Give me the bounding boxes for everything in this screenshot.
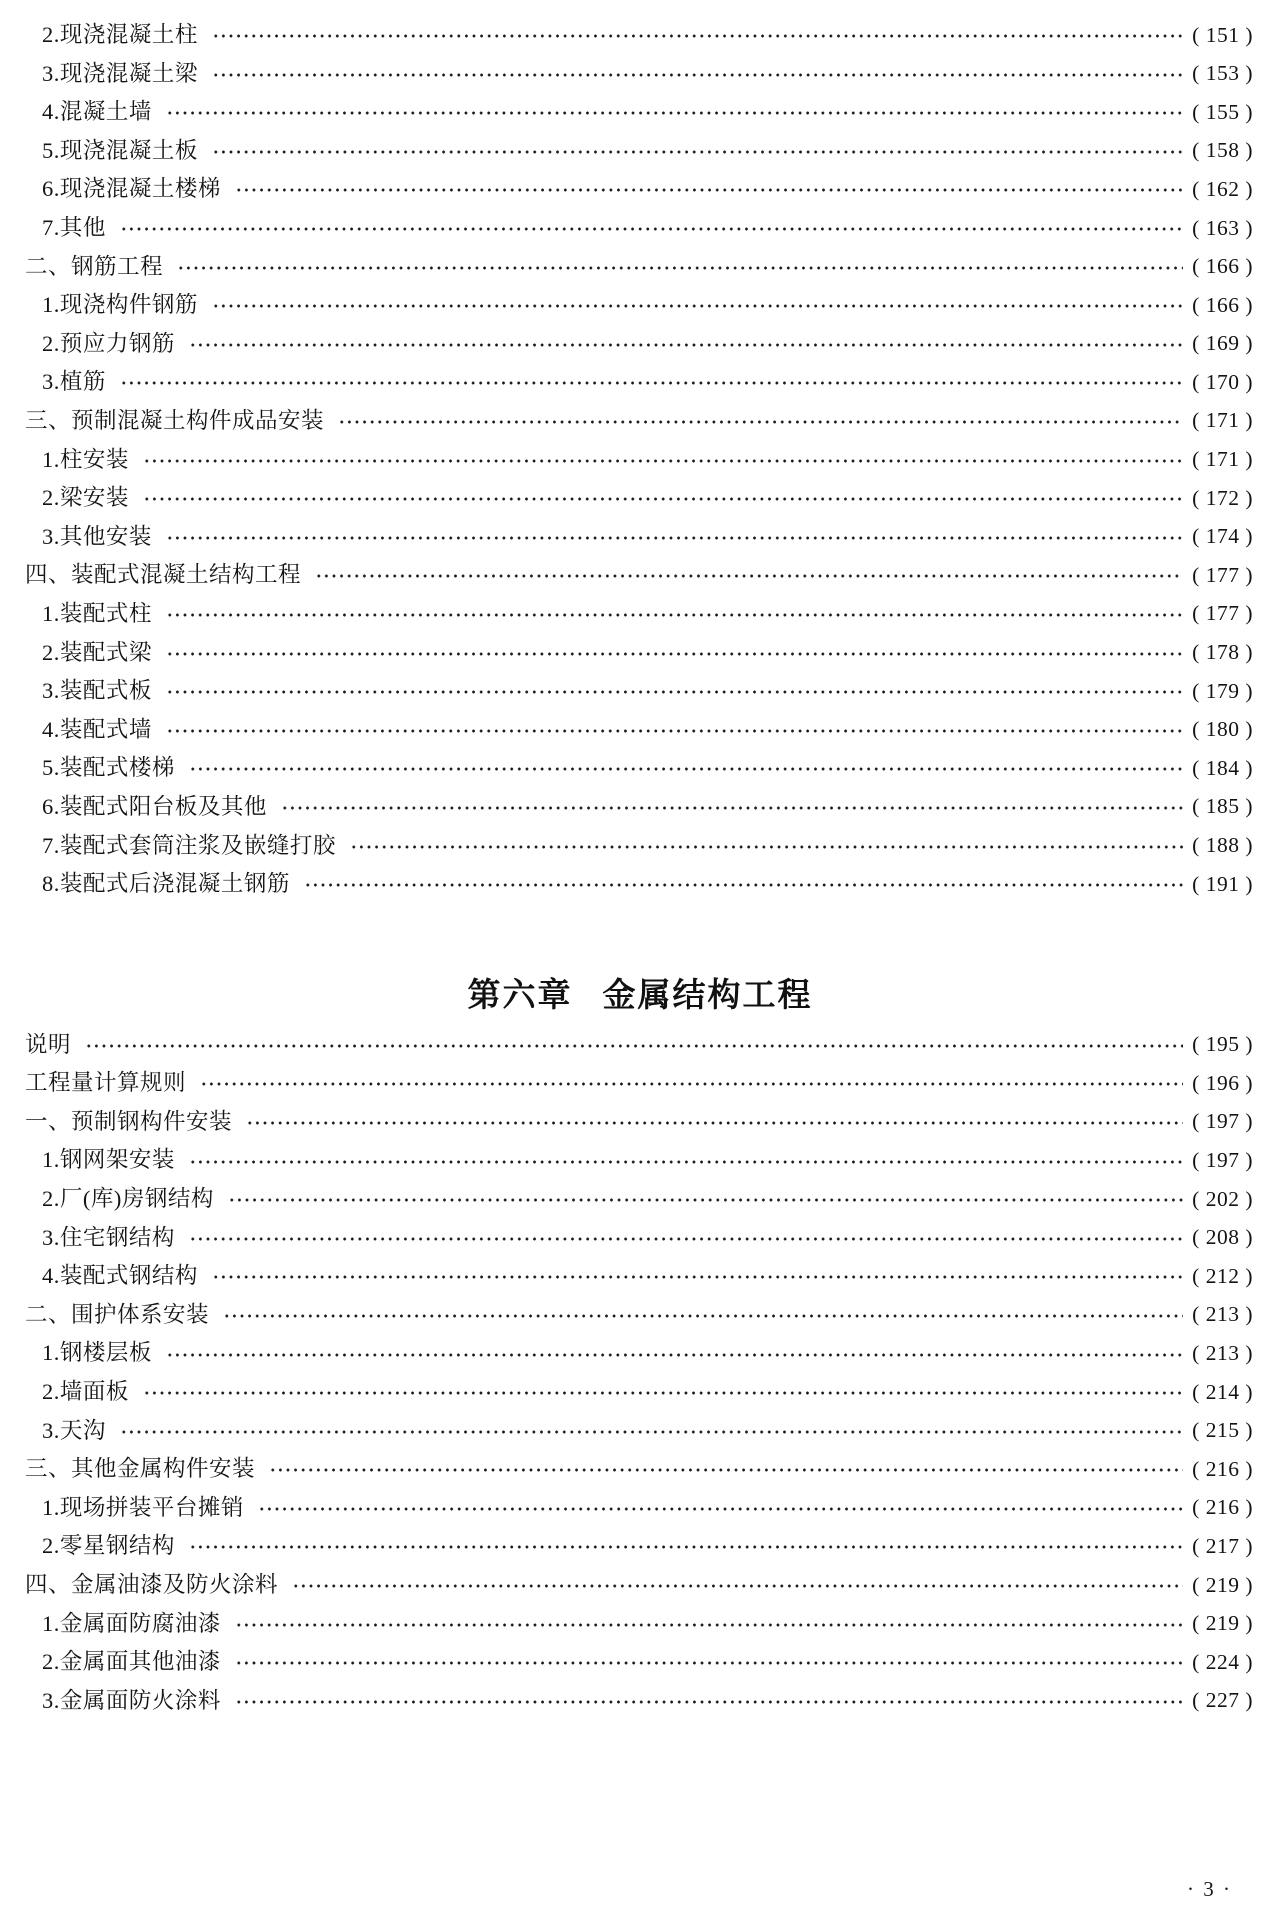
- toc-entry: [0, 441, 1253, 480]
- toc-entry: [0, 16, 1253, 55]
- toc-entry-label: 3.金属面防火涂料: [42, 1687, 221, 1713]
- toc-entry: [0, 286, 1253, 325]
- toc-entry: [0, 556, 1253, 595]
- dot-leader: [235, 170, 1183, 209]
- dot-leader: [166, 1334, 1183, 1373]
- toc-entry: [0, 1643, 1253, 1682]
- toc-entry: [0, 826, 1253, 865]
- dot-leader: [200, 1064, 1183, 1103]
- chapter-title: 金属结构工程: [602, 975, 813, 1013]
- toc-entry: [0, 634, 1253, 673]
- toc-entry-label: 5.装配式楼梯: [42, 755, 175, 781]
- toc-entry-page-number: ( 162 ): [1192, 176, 1253, 201]
- toc-entry-page-number: ( 196 ): [1192, 1070, 1253, 1095]
- dot-leader: [143, 1373, 1183, 1412]
- dot-leader: [338, 402, 1183, 441]
- toc-entry: [0, 1489, 1253, 1528]
- toc-entry-page-number: ( 151 ): [1192, 22, 1253, 47]
- page-number-footer: · 3 ·: [1187, 1877, 1232, 1901]
- toc-entry: [0, 248, 1253, 287]
- toc-entry-page-number: ( 166 ): [1192, 292, 1253, 317]
- toc-entry-page-number: ( 184 ): [1192, 755, 1253, 780]
- toc-entry: [0, 55, 1253, 94]
- toc-entry: [0, 1257, 1253, 1296]
- toc-entry: [0, 865, 1253, 904]
- toc-entry-label: 5.现浇混凝土板: [42, 137, 198, 163]
- toc-entry-label: 6.装配式阳台板及其他: [42, 793, 267, 819]
- toc-entry-page-number: ( 170 ): [1192, 369, 1253, 394]
- toc-entry-page-number: ( 213 ): [1192, 1302, 1253, 1327]
- dot-leader: [235, 1643, 1183, 1682]
- toc-entry-label: 2.厂(库)房钢结构: [42, 1186, 214, 1212]
- toc-entry-page-number: ( 195 ): [1192, 1032, 1253, 1057]
- dot-leader: [189, 1527, 1183, 1566]
- toc-entry-page-number: ( 158 ): [1192, 138, 1253, 163]
- toc-entry-label: 2.墙面板: [42, 1379, 129, 1405]
- toc-entry-page-number: ( 217 ): [1192, 1533, 1253, 1558]
- dot-leader: [143, 441, 1183, 480]
- toc-entry-page-number: ( 171 ): [1192, 447, 1253, 472]
- dot-leader: [212, 16, 1183, 55]
- dot-leader: [212, 55, 1183, 94]
- dot-leader: [228, 1180, 1183, 1219]
- dot-leader: [166, 672, 1183, 711]
- toc-entry-label: 二、钢筋工程: [25, 253, 164, 279]
- toc-entry-label: 3.其他安装: [42, 523, 152, 549]
- toc-entry: [0, 1064, 1253, 1103]
- toc-entry-label: 8.装配式后浇混凝土钢筋: [42, 871, 290, 897]
- toc-entry: [0, 1219, 1253, 1258]
- toc-entry: [0, 209, 1253, 248]
- toc-entry-label: 二、围护体系安装: [25, 1301, 210, 1327]
- toc-entry: [0, 518, 1253, 557]
- toc-entry-page-number: ( 212 ): [1192, 1263, 1253, 1288]
- toc-entry-page-number: ( 191 ): [1192, 871, 1253, 896]
- toc-entry-label: 1.钢楼层板: [42, 1340, 152, 1366]
- dot-leader: [85, 1026, 1183, 1065]
- toc-entry-page-number: ( 177 ): [1192, 601, 1253, 626]
- toc-entry-label: 工程量计算规则: [25, 1070, 187, 1096]
- dot-leader: [258, 1489, 1183, 1528]
- toc-entry: [0, 1141, 1253, 1180]
- toc-entry-label: 4.装配式钢结构: [42, 1263, 198, 1289]
- toc-entry: [0, 363, 1253, 402]
- dot-leader: [212, 132, 1183, 171]
- toc-entry-label: 7.其他: [42, 215, 106, 241]
- toc-entry-label: 1.现场拼装平台摊销: [42, 1494, 244, 1520]
- toc-entry-label: 2.金属面其他油漆: [42, 1649, 221, 1675]
- toc-entry-label: 4.混凝土墙: [42, 99, 152, 125]
- toc-entry-page-number: ( 171 ): [1192, 408, 1253, 433]
- dot-leader: [212, 1257, 1183, 1296]
- toc-entry-label: 3.天沟: [42, 1417, 106, 1443]
- toc-entry-label: 1.钢网架安装: [42, 1147, 175, 1173]
- toc-entry: [0, 1373, 1253, 1412]
- toc-entry-page-number: ( 224 ): [1192, 1649, 1253, 1674]
- toc-entry-page-number: ( 214 ): [1192, 1379, 1253, 1404]
- toc-entry-label: 2.预应力钢筋: [42, 330, 175, 356]
- toc-entry: [0, 595, 1253, 634]
- toc-entry-label: 1.金属面防腐油漆: [42, 1610, 221, 1636]
- toc-entry-label: 说明: [25, 1031, 72, 1057]
- dot-leader: [166, 93, 1183, 132]
- toc-entry: [0, 93, 1253, 132]
- toc-entry-page-number: ( 174 ): [1192, 524, 1253, 549]
- toc-entry-page-number: ( 172 ): [1192, 485, 1253, 510]
- toc-entry-page-number: ( 213 ): [1192, 1340, 1253, 1365]
- chapter-heading: [0, 970, 1280, 1020]
- toc-entry-label: 1.现浇构件钢筋: [42, 292, 198, 318]
- toc-entry-page-number: ( 178 ): [1192, 640, 1253, 665]
- dot-leader: [246, 1103, 1183, 1142]
- toc-entry-label: 一、预制钢构件安装: [25, 1108, 233, 1134]
- toc-entry-page-number: ( 163 ): [1192, 215, 1253, 240]
- toc-entry-label: 四、装配式混凝土结构工程: [25, 562, 302, 588]
- toc-entry-page-number: ( 219 ): [1192, 1572, 1253, 1597]
- dot-leader: [120, 209, 1183, 248]
- toc-block-chapter6: [0, 1026, 1280, 1721]
- toc-block-chapter5-tail: [0, 0, 1280, 904]
- toc-entry-label: 三、预制混凝土构件成品安装: [25, 407, 325, 433]
- toc-entry-page-number: ( 188 ): [1192, 833, 1253, 858]
- toc-entry-label: 2.梁安装: [42, 485, 129, 511]
- toc-entry: [0, 1334, 1253, 1373]
- toc-entry-page-number: ( 208 ): [1192, 1225, 1253, 1250]
- dot-leader: [120, 363, 1183, 402]
- toc-entry-label: 3.住宅钢结构: [42, 1224, 175, 1250]
- toc-entry-page-number: ( 153 ): [1192, 61, 1253, 86]
- dot-leader: [189, 325, 1183, 364]
- toc-entry-label: 6.现浇混凝土楼梯: [42, 176, 221, 202]
- dot-leader: [281, 788, 1183, 827]
- toc-entry-label: 2.装配式梁: [42, 639, 152, 665]
- toc-entry: [0, 749, 1253, 788]
- toc-entry: [0, 1412, 1253, 1451]
- dot-leader: [166, 711, 1183, 750]
- dot-leader: [189, 749, 1183, 788]
- toc-entry-page-number: ( 197 ): [1192, 1147, 1253, 1172]
- toc-entry-page-number: ( 227 ): [1192, 1688, 1253, 1713]
- toc-entry: [0, 1682, 1253, 1721]
- dot-leader: [235, 1605, 1183, 1644]
- dot-leader: [350, 826, 1183, 865]
- toc-entry-page-number: ( 216 ): [1192, 1495, 1253, 1520]
- dot-leader: [223, 1296, 1183, 1335]
- toc-entry: [0, 788, 1253, 827]
- toc-entry-page-number: ( 185 ): [1192, 794, 1253, 819]
- toc-entry-page-number: ( 166 ): [1192, 254, 1253, 279]
- toc-entry-label: 3.装配式板: [42, 678, 152, 704]
- toc-entry: [0, 325, 1253, 364]
- toc-entry: [0, 1180, 1253, 1219]
- dot-leader: [315, 556, 1183, 595]
- dot-leader: [212, 286, 1183, 325]
- toc-entry-page-number: ( 155 ): [1192, 99, 1253, 124]
- toc-entry-page-number: ( 169 ): [1192, 331, 1253, 356]
- chapter-number: 第六章: [467, 975, 573, 1013]
- dot-leader: [177, 248, 1183, 287]
- toc-entry: [0, 1605, 1253, 1644]
- dot-leader: [166, 595, 1183, 634]
- toc-entry: [0, 132, 1253, 171]
- toc-entry-label: 2.零星钢结构: [42, 1533, 175, 1559]
- toc-entry: [0, 170, 1253, 209]
- toc-entry-label: 三、其他金属构件安装: [25, 1456, 256, 1482]
- toc-entry-label: 4.装配式墙: [42, 716, 152, 742]
- toc-entry: [0, 1527, 1253, 1566]
- dot-leader: [120, 1412, 1183, 1451]
- toc-entry: [0, 479, 1253, 518]
- toc-entry-page-number: ( 179 ): [1192, 678, 1253, 703]
- toc-entry-label: 四、金属油漆及防火涂料: [25, 1572, 279, 1598]
- dot-leader: [189, 1219, 1183, 1258]
- toc-entry-label: 1.柱安装: [42, 446, 129, 472]
- toc-entry-page-number: ( 202 ): [1192, 1186, 1253, 1211]
- dot-leader: [189, 1141, 1183, 1180]
- toc-entry: [0, 1296, 1253, 1335]
- toc-entry-page-number: ( 197 ): [1192, 1109, 1253, 1134]
- toc-entry-label: 7.装配式套筒注浆及嵌缝打胶: [42, 832, 336, 858]
- toc-entry-label: 1.装配式柱: [42, 600, 152, 626]
- toc-entry: [0, 1026, 1253, 1065]
- toc-entry-page-number: ( 216 ): [1192, 1456, 1253, 1481]
- toc-entry-page-number: ( 177 ): [1192, 562, 1253, 587]
- toc-entry-label: 2.现浇混凝土柱: [42, 22, 198, 48]
- toc-entry-page-number: ( 180 ): [1192, 717, 1253, 742]
- toc-entry-page-number: ( 219 ): [1192, 1611, 1253, 1636]
- toc-entry: [0, 1566, 1253, 1605]
- toc-entry: [0, 1103, 1253, 1142]
- toc-entry: [0, 711, 1253, 750]
- toc-entry: [0, 672, 1253, 711]
- toc-entry-label: 3.现浇混凝土梁: [42, 60, 198, 86]
- dot-leader: [166, 634, 1183, 673]
- toc-entry: [0, 1450, 1253, 1489]
- dot-leader: [143, 479, 1183, 518]
- dot-leader: [235, 1682, 1183, 1721]
- dot-leader: [304, 865, 1183, 904]
- toc-entry: [0, 402, 1253, 441]
- dot-leader: [166, 518, 1183, 557]
- dot-leader: [269, 1450, 1183, 1489]
- toc-entry-label: 3.植筋: [42, 369, 106, 395]
- dot-leader: [292, 1566, 1183, 1605]
- toc-entry-page-number: ( 215 ): [1192, 1418, 1253, 1443]
